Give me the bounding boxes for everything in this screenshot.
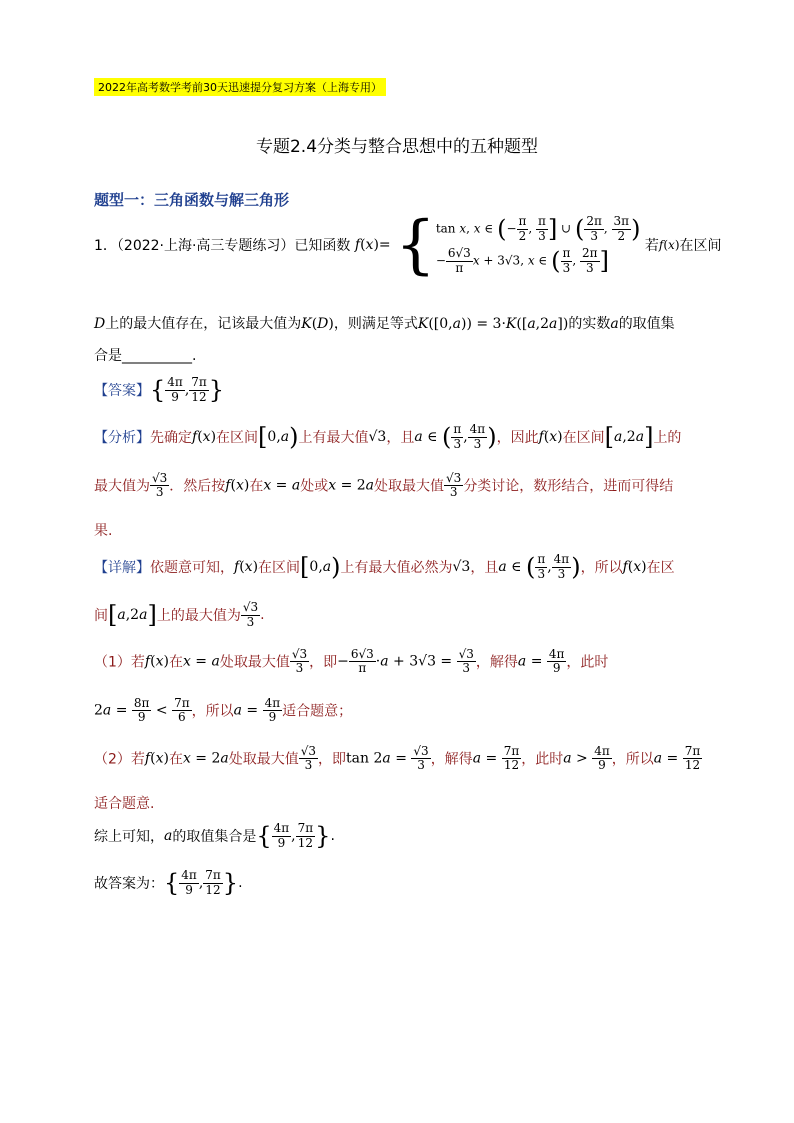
- section-title: 题型一：三角函数与解三角形: [94, 191, 290, 209]
- answer: 【答案】{ $\frac{4\pi}{9}$ , $\frac{7\pi}{12}$ }: [94, 375, 225, 404]
- case2-line2: 适合题意.: [94, 796, 155, 812]
- case1-line1: （1）若f(x)在x = a处取最大值 $\frac{√3}{3}$ ，即− $\frac{6√3}{\pi}$ ·a + 3√3 = $\frac{√3}{3}$ ，解得a = $\frac{4\pi}{9}$ ，此时: [94, 647, 609, 676]
- question-1-line2: D上的最大值存在，记该最大值为K(D)，则满足等式K([0,a)) = 3·K([a,2a])的实数a的取值集: [94, 316, 675, 332]
- answer-label: 【答案】: [94, 383, 150, 399]
- final-answer: 故答案为：{ $\frac{4\pi}{9}$ , $\frac{7\pi}{12}$ }.: [94, 868, 243, 897]
- analysis-line1: 【分析】先确定f(x)在区间[0,a)上有最大值√3，且a ∈ ( $\frac{\pi}{3}$ , $\frac{4\pi}{3}$ )，因此f(x)在区间[a,2a]上的: [94, 422, 682, 451]
- detail-line2: 间[a,2a]上的最大值为 $\frac{√3}{3}$ .: [94, 600, 265, 629]
- question-1-line3: 合是__________.: [94, 348, 197, 364]
- doc-title: 专题2.4分类与整合思想中的五种题型: [255, 137, 539, 157]
- detail-line1: 【详解】依题意可知，f(x)在区间[0,a)上有最大值必然为√3，且a ∈ ( $\frac{\pi}{3}$ , $\frac{4\pi}{3}$ )，所以f(x)在区: [94, 552, 675, 581]
- case1-line2: 2a = $\frac{8\pi}{9}$ < $\frac{7\pi}{6}$ ，所以a = $\frac{4\pi}{9}$ 适合题意；: [94, 696, 353, 725]
- analysis-line2: 最大值为 $\frac{√3}{3}$ ．然后按f(x)在x = a处或x = 2a处取最大值 $\frac{√3}{3}$ 分类讨论，数形结合，进而可得结: [94, 471, 674, 500]
- case2-line1: （2）若f(x)在x = 2a处取最大值 $\frac{√3}{3}$ ，即tan 2a = $\frac{√3}{3}$ ，解得a = $\frac{7\pi}{12}$ ，此时a > $\frac{4\pi}{9}$ ，所以a = $\frac{7\pi}{12}$: [94, 744, 701, 773]
- analysis-line3: 果.: [94, 523, 113, 539]
- header-banner: 2022年高考数学考前30天迅速提分复习方案（上海专用）: [94, 78, 386, 96]
- analysis-label: 【分析】: [94, 430, 150, 446]
- detail-label: 【详解】: [94, 560, 150, 576]
- question-1: 1．（2022·上海·高三专题练习）已知函数 f(x)= { tan x, x ∈ (− $\frac{\pi}{2}$ , $\frac{\pi}{3}$ ] ∪ ( $\frac{2\pi}{3}$ , $\frac{3\pi}{2}$ ) − $\frac{6√3}{\pi}$ x + 3√3, x ∈ ( $\frac{\pi}{3}$ , $\frac{2\pi}{3}$ ] 若f(x)在区间: [94, 208, 722, 282]
- summary: 综上可知，a的取值集合是{ $\frac{4\pi}{9}$ , $\frac{7\pi}{12}$ }.: [94, 821, 335, 850]
- q1-prefix: 1．（2022·上海·高三专题练习）已知函数: [94, 238, 351, 254]
- piecewise-function: { tan x, x ∈ (− $\frac{\pi}{2}$ , $\frac{\pi}{3}$ ] ∪ ( $\frac{2\pi}{3}$ , $\frac{3\pi}{2}$ ) − $\frac{6√3}{\pi}$ x + 3√3, x ∈ ( $\frac{\pi}{3}$ , $\frac{2\pi}{3}$ ]: [395, 208, 641, 282]
